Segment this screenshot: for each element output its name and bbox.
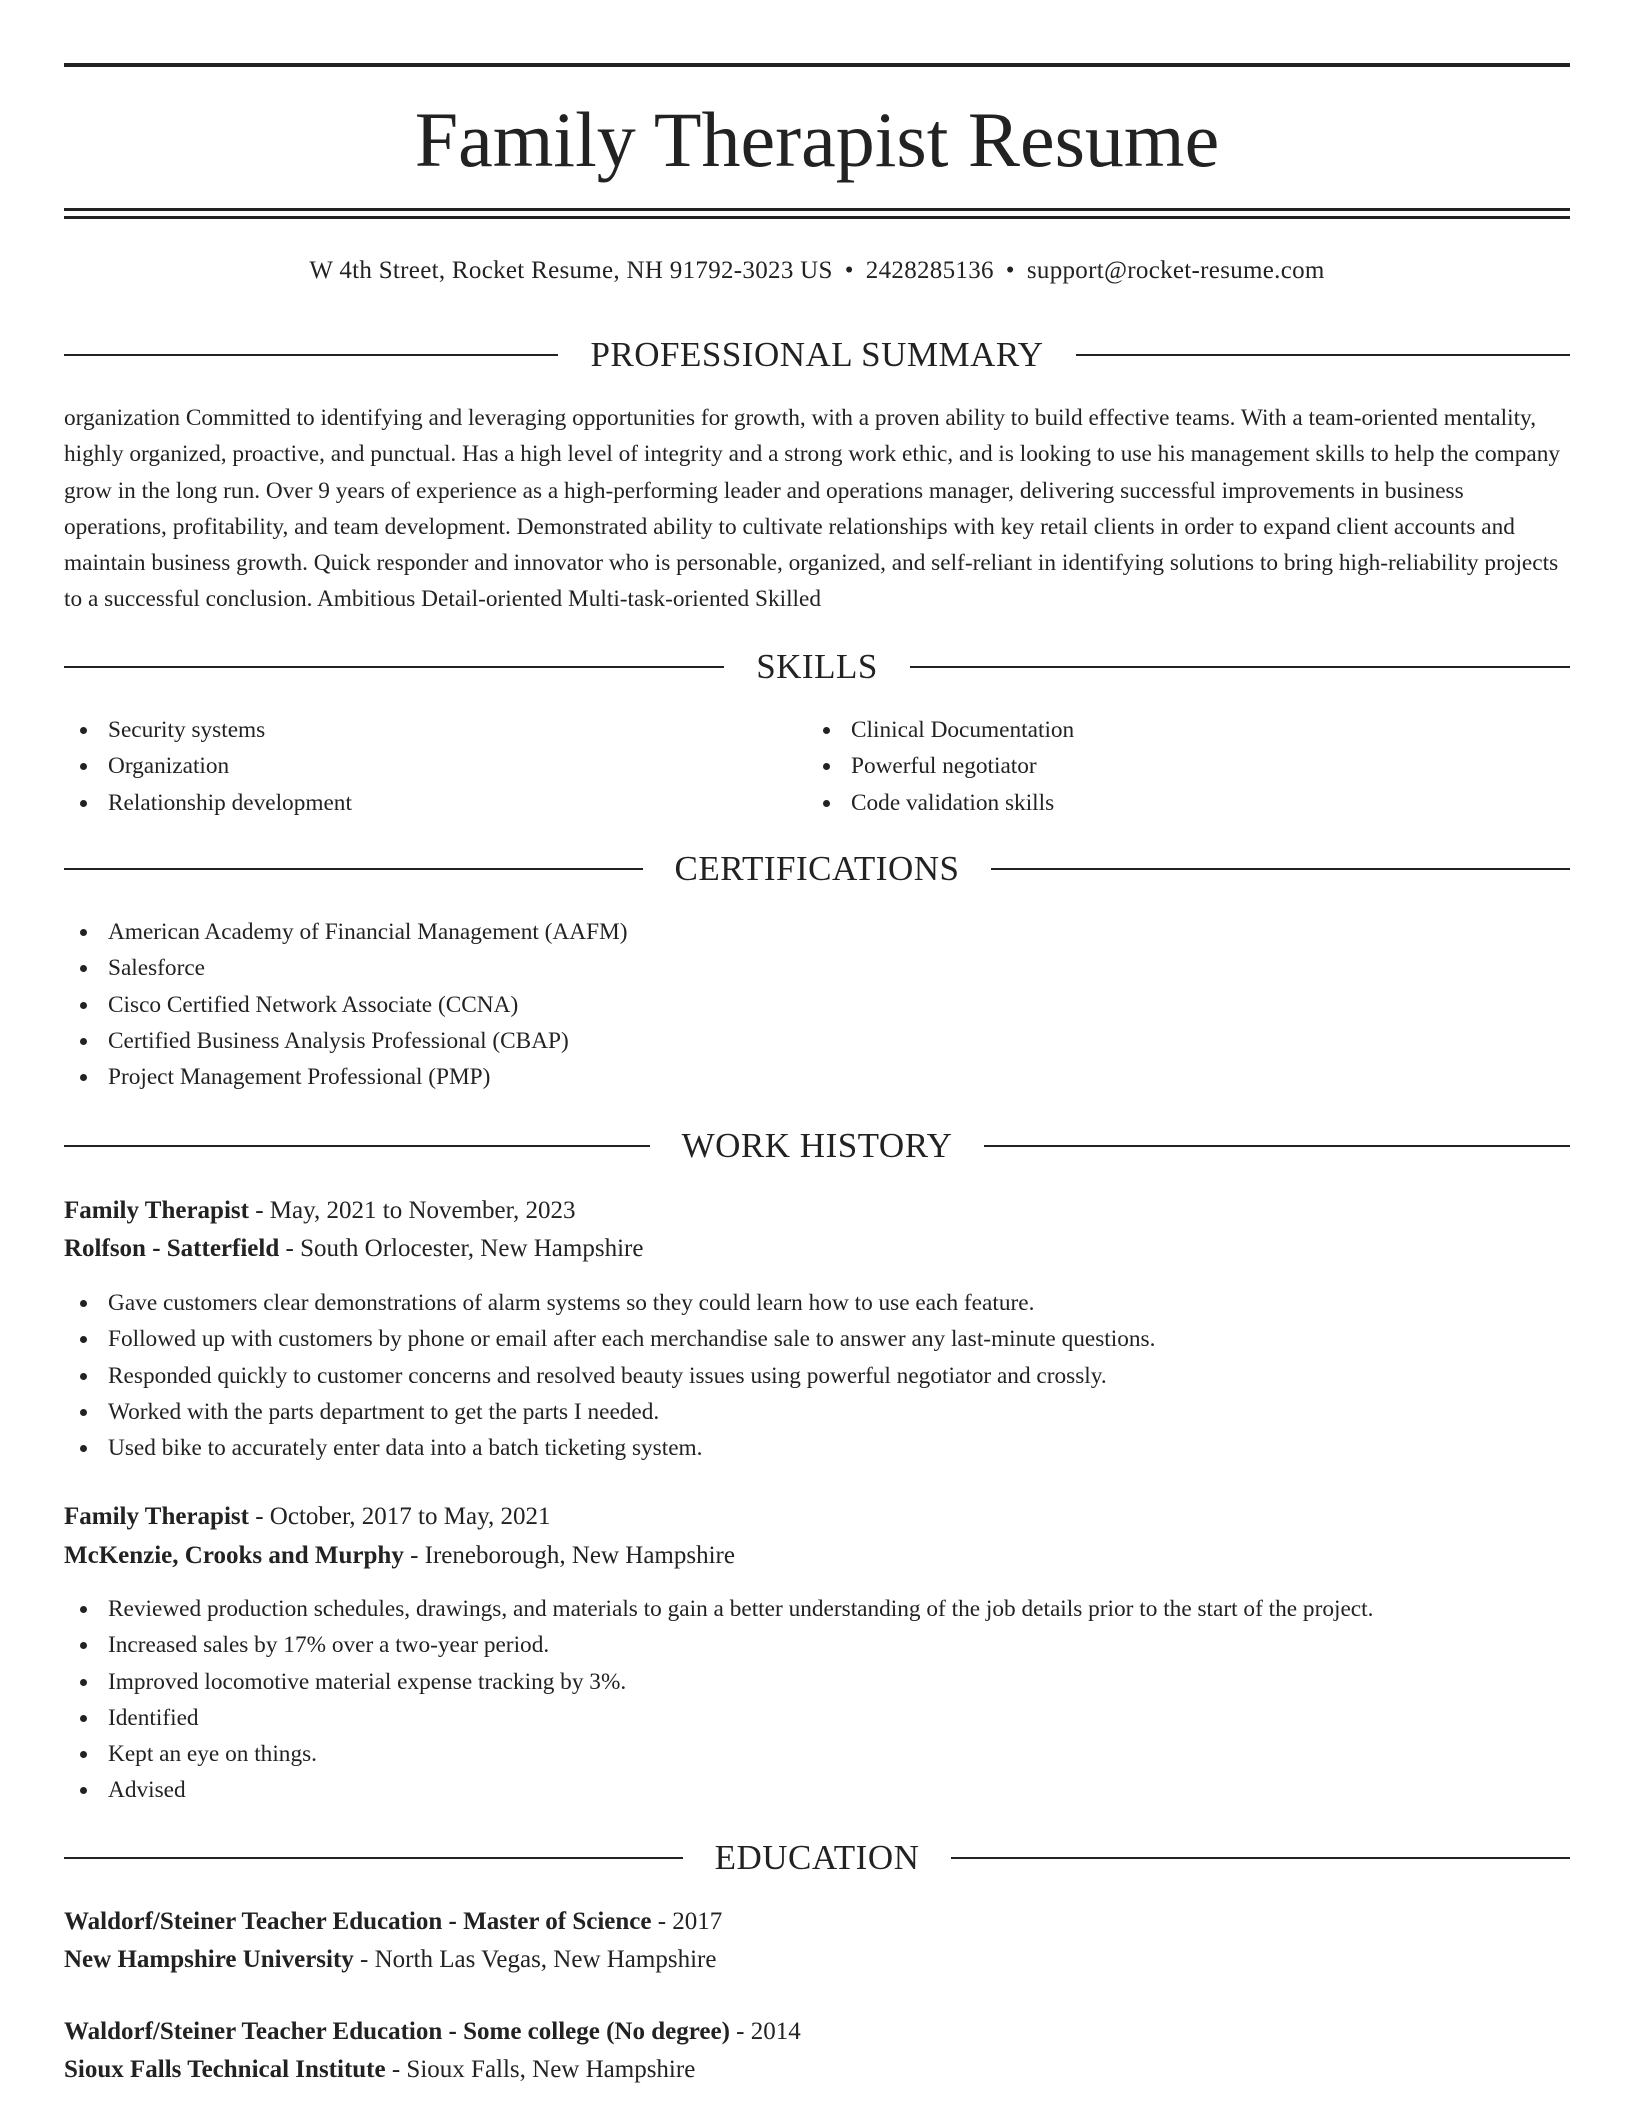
certifications-list: [64, 914, 1570, 1095]
skill-item: Organization: [64, 748, 804, 784]
section-heading-education: [64, 1838, 1570, 1878]
job-bullets: [64, 1591, 1570, 1809]
summary-paragraph: organization Committed to identifying and leveraging opportunities for growth, with a proven ability to build effective teams. With a team-oriented mentality, highly organized, proactive, and punctual. Has a high level of integrity and a strong work ethic, and is looking to use his management skills to help the company grow in the long run. Over 9 years of experience as a high-performing leader and operations manager, delivering successful improvements in business operations, profitability, and team development. Demonstrated ability to cultivate relationships with key retail clients in order to expand client accounts and maintain business growth. Quick responder and innovator who is personable, organized, and self-reliant in identifying solutions to bring high-reliability projects to a successful conclusion. Ambitious Detail-oriented Multi-task-oriented Skilled: [64, 405, 1561, 613]
section-heading-summary: [64, 335, 1570, 375]
education-degree: Waldorf/Steiner Teacher Education - Master of Science: [64, 1908, 652, 1935]
education-school: New Hampshire University: [64, 1946, 354, 1973]
contact-address: W 4th Street, Rocket Resume, NH 91792-3023 US: [309, 257, 833, 284]
job-bullet: Responded quickly to customer concerns and resolved beauty issues using powerful negotiator and crossly.: [64, 1358, 1570, 1394]
heading-rule: [951, 1857, 1570, 1859]
job-company: Rolfson - Satterfield: [64, 1235, 280, 1262]
heading-rule: [64, 666, 724, 668]
job-dates: - May, 2021 to November, 2023: [248, 1197, 576, 1224]
section-title: SKILLS: [756, 647, 878, 686]
section-heading-skills: [64, 647, 1570, 687]
education-degree-line: [64, 2014, 1570, 2050]
resume-title: Family Therapist Resume: [414, 96, 1220, 183]
skills-list-right: [807, 712, 1567, 821]
certification-item: American Academy of Financial Management (AAFM): [64, 914, 1570, 950]
job-location: - Ireneborough, New Hampshire: [403, 1542, 735, 1569]
education-degree: Waldorf/Steiner Teacher Education - Some college (No degree): [64, 2018, 730, 2045]
education-year: - 2017: [651, 1908, 723, 1935]
job-title: Family Therapist: [64, 1503, 249, 1530]
job-company: McKenzie, Crooks and Murphy: [64, 1542, 404, 1569]
job-title-line: [64, 1193, 1570, 1229]
job-bullet: Improved locomotive material expense tracking by 3%.: [64, 1664, 1570, 1700]
section-title: EDUCATION: [714, 1838, 920, 1877]
certification-item: Salesforce: [64, 950, 1570, 986]
skill-item: Security systems: [64, 712, 804, 748]
job-bullets: [64, 1285, 1570, 1466]
contact-separator: •: [1005, 257, 1015, 284]
job-bullet: Worked with the parts department to get the parts I needed.: [64, 1394, 1570, 1430]
job-company-line: [64, 1231, 1570, 1267]
section-title: CERTIFICATIONS: [674, 849, 960, 888]
title-rule-lower: [64, 216, 1570, 219]
education-school-line: [64, 1942, 1570, 1978]
skills-list-left: [64, 712, 804, 821]
education-year: - 2014: [729, 2018, 801, 2045]
job-bullet: Kept an eye on things.: [64, 1736, 1570, 1772]
section-title: WORK HISTORY: [681, 1126, 953, 1165]
section-title: PROFESSIONAL SUMMARY: [590, 335, 1044, 374]
job-bullet: Gave customers clear demonstrations of alarm systems so they could learn how to use each feature.: [64, 1285, 1570, 1321]
education-school: Sioux Falls Technical Institute: [64, 2056, 386, 2083]
heading-rule: [984, 1145, 1570, 1147]
job-company-line: [64, 1538, 1570, 1574]
job-bullet: Identified: [64, 1700, 1570, 1736]
section-heading-certifications: [64, 849, 1570, 889]
education-location: - North Las Vegas, New Hampshire: [353, 1946, 717, 1973]
contact-email: support@rocket-resume.com: [1026, 257, 1325, 284]
title-rule-upper: [64, 208, 1570, 211]
job-bullet: Reviewed production schedules, drawings, and materials to gain a better understanding of the job details prior to the start of the project.: [64, 1591, 1570, 1627]
certification-item: Project Management Professional (PMP): [64, 1059, 1570, 1095]
skill-item: Powerful negotiator: [807, 748, 1567, 784]
education-school-line: [64, 2052, 1570, 2088]
job-dates: - October, 2017 to May, 2021: [248, 1503, 551, 1530]
certification-item: Certified Business Analysis Professional (CBAP): [64, 1023, 1570, 1059]
job-bullet: Followed up with customers by phone or email after each merchandise sale to answer any last-minute questions.: [64, 1321, 1570, 1357]
contact-separator: •: [844, 257, 854, 284]
education-degree-line: [64, 1904, 1570, 1940]
heading-rule: [64, 1857, 683, 1859]
top-rule: [64, 63, 1570, 67]
job-title-line: [64, 1499, 1570, 1535]
certification-item: Cisco Certified Network Associate (CCNA): [64, 987, 1570, 1023]
education-location: - Sioux Falls, New Hampshire: [385, 2056, 696, 2083]
job-title: Family Therapist: [64, 1197, 249, 1224]
job-bullet: Used bike to accurately enter data into a batch ticketing system.: [64, 1430, 1570, 1466]
heading-rule: [1076, 354, 1570, 356]
heading-rule: [64, 868, 643, 870]
heading-rule: [64, 1145, 650, 1147]
heading-rule: [64, 354, 558, 356]
skill-item: Clinical Documentation: [807, 712, 1567, 748]
contact-line: [64, 255, 1570, 287]
heading-rule: [991, 868, 1570, 870]
job-location: - South Orlocester, New Hampshire: [279, 1235, 644, 1262]
section-heading-work-history: [64, 1126, 1570, 1166]
contact-phone: 2428285136: [865, 257, 994, 284]
skill-item: Relationship development: [64, 785, 804, 821]
heading-rule: [910, 666, 1570, 668]
skill-item: Code validation skills: [807, 785, 1567, 821]
job-bullet: Increased sales by 17% over a two-year period.: [64, 1627, 1570, 1663]
job-bullet: Advised: [64, 1772, 1570, 1808]
